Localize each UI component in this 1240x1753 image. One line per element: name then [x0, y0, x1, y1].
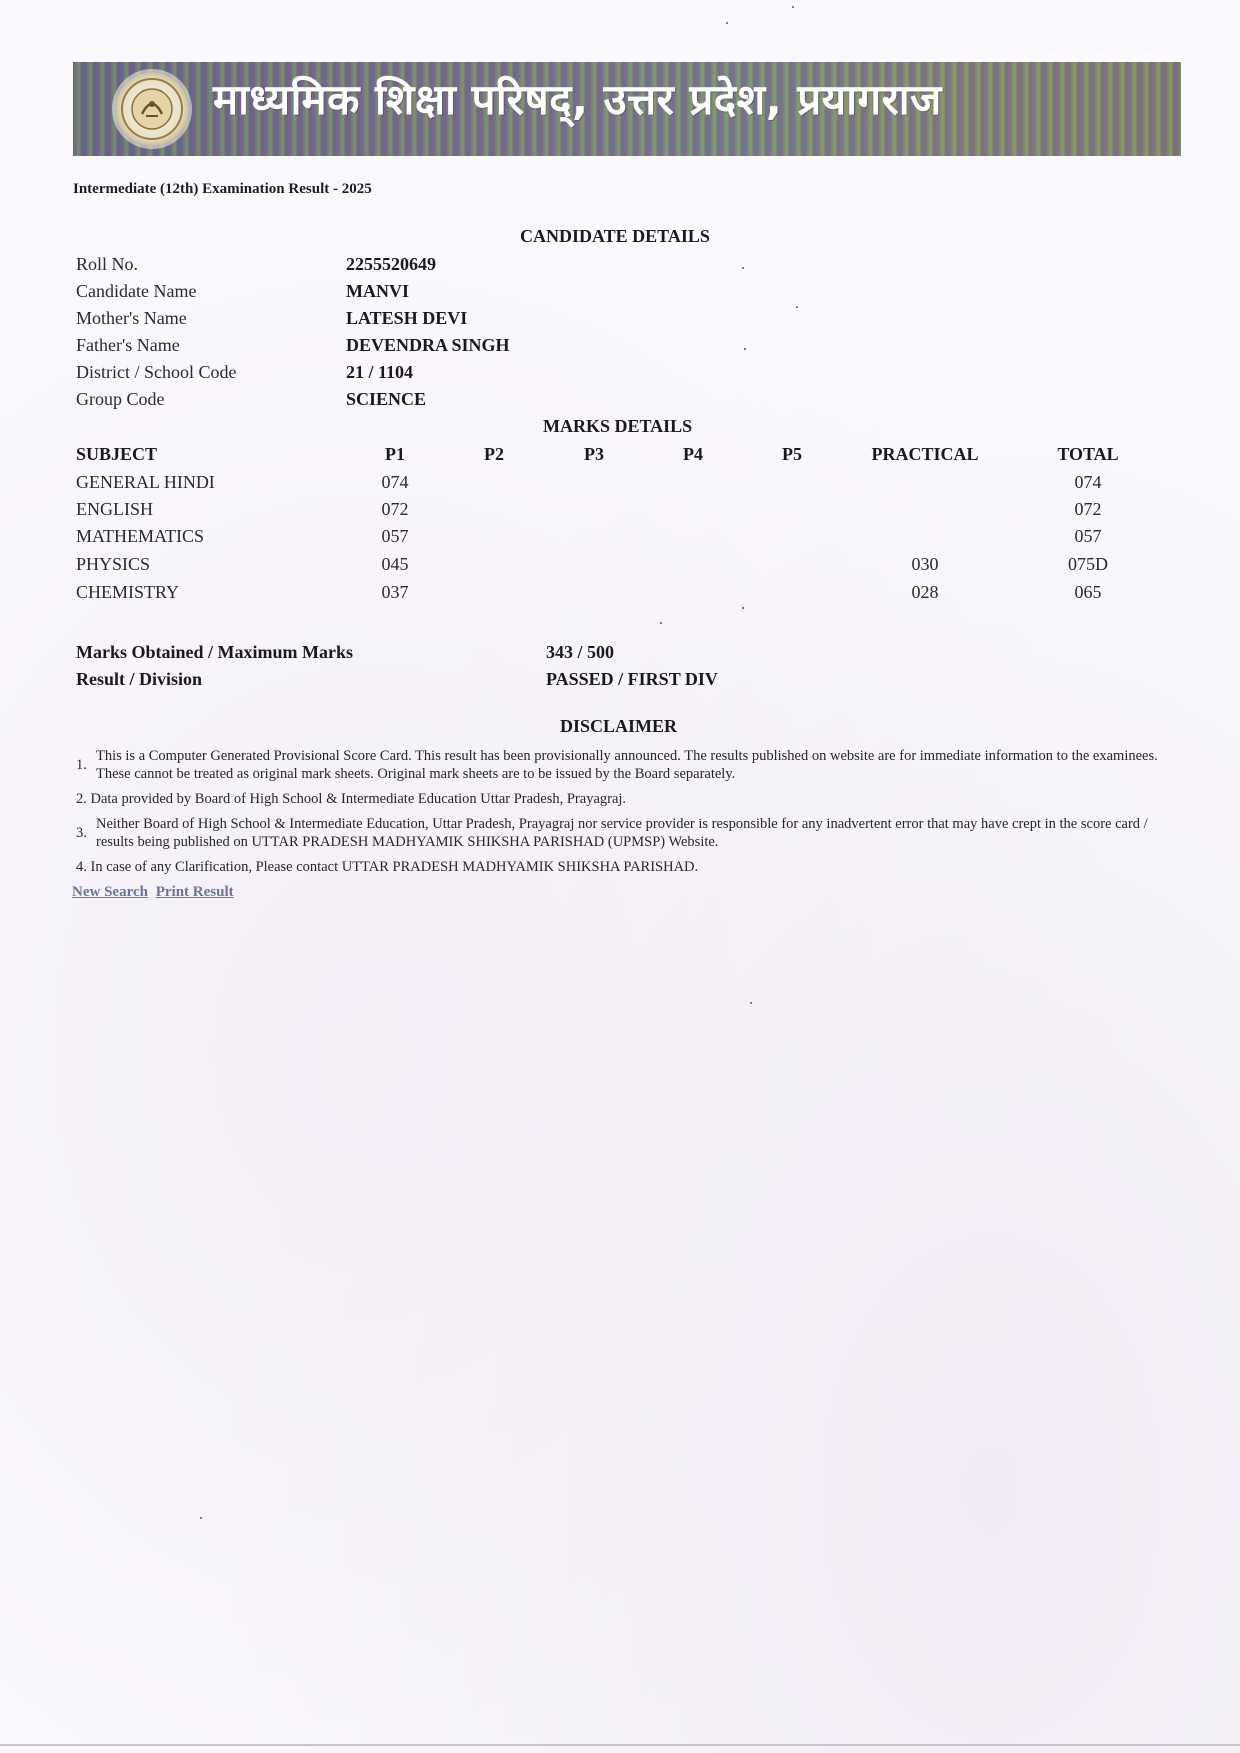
- result-division-value: PASSED / FIRST DIV: [546, 669, 718, 689]
- disclaimer-text: Neither Board of High School & Intermediate Education, Uttar Pradesh, Prayagraj nor service provider is responsible for any inadvertent error that may have crept in the score card / results being published on UTTAR PRADESH MADHYAMIK SHIKSHA PARISHAD (UPMSP) Website.: [96, 816, 1148, 850]
- disclaimer-number: 2.: [76, 791, 87, 807]
- total-cell: 075D: [1068, 554, 1108, 574]
- col-total-header: TOTAL: [1057, 444, 1119, 464]
- upmsp-emblem-icon: [115, 72, 189, 146]
- result-division-label: Result / Division: [76, 669, 203, 689]
- subject-cell: GENERAL HINDI: [76, 472, 215, 492]
- father-name-label: Father's Name: [76, 335, 180, 355]
- candidate-name-label: Candidate Name: [76, 281, 197, 301]
- scan-speck: [200, 1517, 202, 1519]
- col-p4-header: P4: [683, 444, 703, 464]
- total-cell: 072: [1074, 499, 1102, 519]
- district-school-code-value: 21 / 1104: [346, 362, 414, 382]
- p1-cell: 045: [381, 554, 409, 574]
- total-cell: 065: [1074, 582, 1102, 602]
- new-search-link[interactable]: New Search: [72, 884, 148, 900]
- candidate-name-value: MANVI: [346, 281, 409, 301]
- action-links: [72, 884, 238, 901]
- col-p5-header: P5: [782, 444, 802, 464]
- disclaimer-item: [76, 791, 1166, 808]
- exam-title: Intermediate (12th) Examination Result - 2025: [73, 181, 372, 197]
- subject-cell: CHEMISTRY: [76, 582, 180, 602]
- disclaimer-text: This is a Computer Generated Provisional Score Card. This result has been provisionally announced. The results published on website are for immediate information to the examinees. These cannot be treated as original mark sheets. Original mark sheets are to be issued by the Board separately.: [96, 748, 1158, 782]
- father-name-value: DEVENDRA SINGH: [346, 335, 510, 355]
- disclaimer-text: Data provided by Board of High School & Intermediate Education Uttar Pradesh, Prayagraj.: [90, 791, 627, 807]
- col-p1-header: P1: [385, 444, 405, 464]
- disclaimer-number: 1.: [76, 757, 87, 773]
- marks-details-heading: MARKS DETAILS: [543, 416, 693, 436]
- disclaimer-number: 3.: [76, 825, 87, 841]
- scan-speck: [796, 306, 798, 308]
- marks-obtained-label: Marks Obtained / Maximum Marks: [76, 642, 353, 662]
- scan-speck: [726, 22, 728, 24]
- scan-speck: [750, 1002, 752, 1004]
- disclaimer-text: In case of any Clarification, Please contact UTTAR PRADESH MADHYAMIK SHIKSHA PARISHAD.: [90, 859, 699, 875]
- roll-no-label: Roll No.: [76, 254, 139, 274]
- practical-cell: 028: [911, 582, 939, 602]
- disclaimer-item: [76, 747, 1166, 783]
- roll-no-value: 2255520649: [346, 254, 436, 274]
- candidate-details-heading: CANDIDATE DETAILS: [520, 226, 710, 246]
- disclaimer-heading: DISCLAIMER: [560, 716, 678, 736]
- header-banner: [73, 62, 1181, 156]
- disclaimer-item: [76, 859, 1166, 876]
- group-code-label: Group Code: [76, 389, 165, 409]
- subject-cell: ENGLISH: [76, 499, 153, 519]
- p1-cell: 037: [381, 582, 409, 602]
- disclaimer-number: 4.: [76, 859, 87, 875]
- p1-cell: 074: [381, 472, 409, 492]
- col-subject-header: SUBJECT: [76, 444, 158, 464]
- marks-obtained-value: 343 / 500: [546, 642, 615, 662]
- scan-speck: [660, 622, 662, 624]
- subject-cell: MATHEMATICS: [76, 526, 205, 546]
- mother-name-label: Mother's Name: [76, 308, 187, 328]
- scan-edge-line: [0, 1744, 1240, 1746]
- district-school-code-label: District / School Code: [76, 362, 237, 382]
- col-p2-header: P2: [484, 444, 504, 464]
- p1-cell: 057: [381, 526, 409, 546]
- col-p3-header: P3: [584, 444, 604, 464]
- mother-name-value: LATESH DEVI: [346, 308, 468, 328]
- col-practical-header: PRACTICAL: [871, 444, 979, 464]
- disclaimer-item: [76, 815, 1166, 851]
- print-result-link[interactable]: Print Result: [155, 884, 234, 900]
- scan-speck: [792, 6, 794, 8]
- p1-cell: 072: [381, 499, 409, 519]
- scan-speck: [744, 348, 746, 350]
- group-code-value: SCIENCE: [346, 389, 427, 409]
- scan-speck: [742, 607, 744, 609]
- total-cell: 074: [1074, 472, 1102, 492]
- practical-cell: 030: [911, 554, 939, 574]
- scan-speck: [742, 267, 744, 269]
- subject-cell: PHYSICS: [76, 554, 151, 574]
- total-cell: 057: [1074, 526, 1102, 546]
- board-title: माध्यमिक शिक्षा परिषद्, उत्तर प्रदेश, प्रयागराज: [213, 75, 942, 124]
